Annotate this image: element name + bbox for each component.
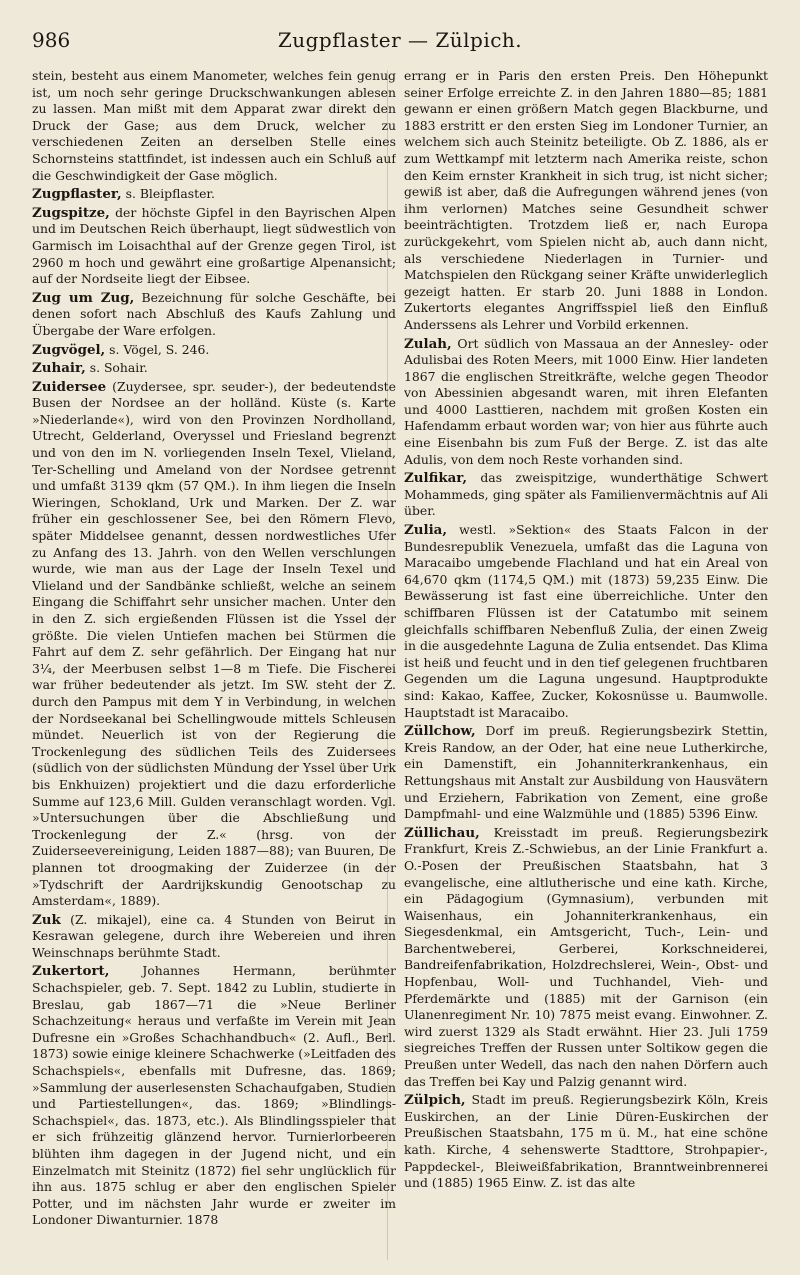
entry-text: errang er in Paris den ersten Preis. Den Höhepunkt seiner Erfolge erreichte Z. in den Jahren 1880—85; 1881 gewann er einen größern Match gegen Blackburne, und 1883 erstritt er den ersten Sieg im Londoner Turnier, an welchem sich auch Steinitz beteiligte. Ob Z. 1886, als er zum Wettkampf mit letzterm nach Amerika reiste, schon den Keim ernster Krankheit in sich trug, ist nicht sicher; gewiß ist aber, daß die Aufregungen während jenes (von ihm verlornen) Matches seine Gesundheit schwer beeinträchtigten. Trotzdem ließ er, nach Europa zurückgekehrt, vom Spielen nicht ab, auch dann nicht, als verschiedene Niederlagen in Turnier- und Matchspielen den Rückgang seiner Kräfte unwiderleglich gezeigt hatten. Er starb 20. Juni 1888 in London. Zukertorts elegantes Angriffsspiel ließ den Einfluß Anderssens als Lehrer und Vorbild erkennen.	[404, 68, 768, 332]
entry-headword: Zukertort,	[32, 963, 110, 980]
entry	[32, 963, 396, 1229]
entry-text: der höchste Gipfel in den Bayrischen Alpen und im Deutschen Reich überhaupt, liegt südwestlich von Garmisch im Loisachthal auf der Grenze gegen Tirol, ist 2960 m hoch und gewährt eine großartige Alpenansicht; auf der Nordseite liegt der Eibsee.	[32, 204, 396, 287]
entry-headword: Zulia,	[404, 522, 448, 539]
entry-text: Dorf im preuß. Regierungsbezirk Stettin, Kreis Randow, an der Oder, hat eine neue Lutherkirche, ein Damenstift, ein Johanniterkrankenhaus, ein Rettungshaus mit Anstalt zur Ausbildung von Hausvätern und Erziehern, Fabrikation von Zement, eine große Dampfmahl- und eine Walzmühle und (1885) 5396 Einw.	[404, 723, 768, 822]
entry-headword: Zugspitze,	[32, 204, 110, 221]
entry-text: Ort südlich von Massaua an der Annesley- oder Adulisbai des Roten Meers, mit 1000 Einw. Hier landeten 1867 die englischen Streitkräfte, welche gegen Theodor von Abessinien abgesandt waren, mit ihren Elefanten und 4000 Lasttieren, nachdem mit großen Kosten ein Hafendamm erbaut worden war; von hier aus führte auch eine Eisenbahn bis zum Fuß der Berge. Z. ist das alte Adulis, von dem noch Reste vorhanden sind.	[404, 335, 768, 467]
entry	[32, 186, 396, 203]
entry-headword: Zugpflaster,	[32, 186, 122, 203]
entry	[32, 379, 396, 910]
left-column	[32, 68, 396, 1263]
entry	[32, 68, 396, 184]
page-header	[32, 28, 768, 64]
entry-text: (Z. mikajel), eine ca. 4 Stunden von Beirut in Kesrawan gelegene, durch ihre Webereien und ihren Weinschnaps berühmte Stadt.	[32, 911, 396, 960]
right-column	[404, 68, 768, 1263]
entry-text: Johannes Hermann, berühmter Schachspieler, geb. 7. Sept. 1842 zu Lublin, studierte in Breslau, gab 1867—71 die »Neue Berliner Schachzeitung« heraus und verfaßte im Verein mit Jean Dufresne ein »Großes Schachhandbuch« (2. Aufl., Berl. 1873) sowie einige kleinere Schachwerke (»Leitfaden des Schachspiels«, ebenfalls mit Dufresne, das. 1869; »Sammlung der auserlesensten Schachaufgaben, Studien und Partiestellungen«, das. 1869; »Blindlings-Schachspiel«, das. 1873, etc.). Als Blindlingsspieler that er sich frühzeitig glänzend hervor. Turnierlorbeeren blühten ihm dagegen in der Jugend nicht, und ein Einzelmatch mit Steinitz (1872) fiel sehr unglücklich für ihn aus. 1875 schlug er aber den englischen Spieler Potter, und im nächsten Jahr wurde er zweiter im Londoner Diwanturnier. 1878	[32, 963, 396, 1228]
entry-text: stein, besteht aus einem Manometer, welches fein genug ist, um noch sehr geringe Druckschwankungen ablesen zu lassen. Man mißt mit dem Apparat zwar direkt den Druck der Gase; aus dem Druck, welcher zu verschiedenen Zeiten an derselben Stelle eines Schornsteins stattfindet, ist indessen auch ein Schluß auf die Geschwindigkeit der Gase möglich.	[32, 68, 396, 183]
entry	[404, 723, 768, 823]
entry-headword: Zuhair,	[32, 360, 86, 377]
entry-text: Bezeichnung für solche Geschäfte, bei denen sofort nach Abschluß des Kaufs Zahlung und Übergabe der Ware erfolgen.	[32, 289, 396, 338]
entry-text: westl. »Sektion« des Staats Falcon in der Bundesrepublik Venezuela, umfaßt das die Laguna von Maracaibo umgebende Flachland und hat ein Areal von 64,670 qkm (1174,5 QM.) mit (1873) 59,235 Einw. Die Bewässerung ist fast eine überreichliche. Unter den schiffbaren Flüssen ist der Catatumbo mit seinem gleichfalls schiffbaren Nebenfluß Zulia, der einen Zweig in die ausgedehnte Laguna de Zulia entsendet. Das Klima ist heiß und feucht und in den tief gelegenen fruchtbaren Gegenden um die Laguna ungesund. Hauptprodukte sind: Kakao, Kaffee, Zucker, Kokosnüsse u. Baumwolle. Hauptstadt ist Maracaibo.	[404, 522, 768, 720]
entry	[32, 342, 396, 359]
entry-headword: Züllchow,	[404, 723, 476, 740]
entry	[32, 205, 396, 288]
entry-headword: Zülpich,	[404, 1092, 466, 1109]
running-head: Zugpflaster — Zülpich.	[277, 28, 523, 52]
entry-headword: Zulah,	[404, 335, 452, 352]
page-number: 986	[32, 28, 71, 52]
entry-headword: Züllichau,	[404, 824, 480, 841]
entry-text: (Zuydersee, spr. seuder-), der bedeutendste Busen der Nordsee an der holländ. Küste (s. Karte »Niederlande«), wird von den Provinzen Nordholland, Utrecht, Gelderland, Overyssel und Friesland begrenzt und von den im N. vorliegenden Inseln Texel, Vlieland, Ter-Schelling und Ameland von der Nordsee getrennt und umfaßt 3139 qkm (57 QM.). In ihm liegen die Inseln Wieringen, Schokland, Urk und Marken. Der Z. war früher ein geschlossener See, bei den Römern Flevo, später Middelsee genannt, dessen nordwestliches Ufer zu Anfang des 13. Jahrh. von den Wellen verschlungen wurde, wie man aus der Lage der Inseln Texel und Vlieland und der Sandbänke schließt, welche an seinem Eingang die Schiffahrt sehr unsicher machen. Unter den in den Z. sich ergießenden Flüssen ist die Yssel der größte. Die vielen Untiefen machen bei Stürmen die Fahrt auf dem Z. sehr gefährlich. Der Eingang hat nur 3¼, der Meerbusen selbst 1—8 m Tiefe. Die Fischerei war früher bedeutender als jetzt. Im SW. steht der Z. durch den Pampus mit dem Y in Verbindung, in welchen der Nordseekanal bei Schellingwoude mittels Schleusen mündet. Neuerlich ist von der Regierung die Trockenlegung des südlichen Teils des Zuidersees (südlich von der südlichsten Mündung der Yssel über Urk bis Enkhuizen) projektiert und die dazu erforderliche Summe auf 123,6 Mill. Gulden veranschlagt worden. Vgl. »Untersuchungen über die Abschließung und Trockenlegung der Z.« (hrsg. von der Zuiderseevereinigung, Leiden 1887—88); van Buuren, De plannen tot droogmaking der Zuiderzee (in der »Tydschrift der Aardrijkskundig Genootschap zu Amsterdam«, 1889).	[32, 378, 396, 909]
entry-text: Kreisstadt im preuß. Regierungsbezirk Frankfurt, Kreis Z.-Schwiebus, an der Linie Frankfurt a. O.-Posen der Preußischen Staatsbahn, hat 3 evangelische, eine altlutherische und eine kath. Kirche, ein Pädagogium (Gymnasium), verbunden mit Waisenhaus, ein Johanniterkrankenhaus, ein Siegesdenkmal, ein Amtsgericht, Tuch-, Lein- und Barchentweberei, Gerberei, Korkschneiderei, Bandreifenfabrikation, Holzdrechslerei, Wein-, Obst- und Hopfenbau, Woll- und Tuchhandel, Vieh- und Pferdemärkte und (1885) mit der Garnison (ein Ulanenregiment Nr. 10) 7875 meist evang. Einwohner. Z. wird zuerst 1329 als Stadt erwähnt. Hier 23. Juli 1759 siegreiches Treffen der Russen unter Soltikow gegen die Preußen unter Wedell, das nach den nahen Dörfern auch das Treffen bei Kay und Palzig genannt wird.	[404, 824, 768, 1089]
entry	[404, 470, 768, 520]
entry	[32, 912, 396, 962]
entry-text: s. Sohair.	[85, 360, 148, 376]
entry	[32, 290, 396, 340]
entry-text: s. Bleipflaster.	[121, 186, 215, 202]
entry-headword: Zugvögel,	[32, 341, 106, 358]
entry	[404, 1092, 768, 1192]
entry	[404, 522, 768, 721]
entry	[404, 336, 768, 469]
entry-headword: Zug um Zug,	[32, 289, 135, 306]
entry-text: das zweispitzige, wunderthätige Schwert Mohammeds, ging später als Familienvermächtnis auf Ali über.	[404, 470, 768, 519]
entry-headword: Zuidersee	[32, 378, 107, 395]
entry-headword: Zuk	[32, 911, 61, 928]
entry	[32, 360, 396, 377]
entry	[404, 68, 768, 334]
entry-text: s. Vögel, S. 246.	[105, 341, 210, 357]
entry-headword: Zulfikar,	[404, 470, 468, 487]
entry-text: Stadt im preuß. Regierungsbezirk Köln, Kreis Euskirchen, an der Linie Düren-Euskirchen der Preußischen Staatsbahn, 175 m ü. M., hat eine schöne kath. Kirche, 4 sehenswerte Stadttore, Strohpapier-, Pappdeckel-, Bleiweißfabrikation, Branntweinbrennerei und (1885) 1965 Einw. Z. ist das alte	[404, 1092, 768, 1191]
entry	[404, 825, 768, 1091]
